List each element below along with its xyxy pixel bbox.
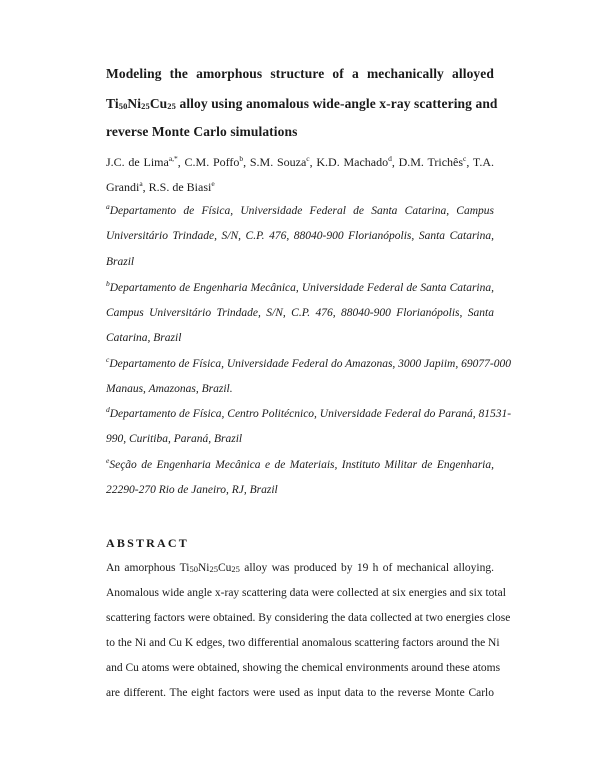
affiliation-c-line-1: $^c$Departamento de Física, Universidade Federal do Amazonas, 3000 Japiim, 69077-000 <box>106 355 511 370</box>
authors-line-1: J.C. de Lima$^{a,*}$, C.M. Poffo$^b$, S.M. Souza$^c$, K.D. Machado$^d$, D.M. Trichês$^c$, T.A. <box>106 154 495 169</box>
affiliation-c-line-2: Manaus, Amazonas, Brazil. <box>106 383 233 395</box>
abstract-line-4: to the Ni and Cu K edges, two differential anomalous scattering factors around the Ni <box>106 637 500 649</box>
abstract-line-5: and Cu atoms were obtained, showing the chemical environments around these atoms <box>106 662 501 674</box>
affiliation-d-line-2: 990, Curitiba, Paraná, Brazil <box>106 433 243 445</box>
abstract-heading: ABSTRACT <box>106 536 189 550</box>
title-line-3: reverse Monte Carlo simulations <box>106 124 298 139</box>
affiliation-e-line-1: $^e$Seção de Engenharia Mecânica e de Materiais, Instituto Militar de Engenharia, <box>106 456 494 471</box>
title-line-2: $Ti_{50}Ni_{25}Cu_{25}$ alloy using anomalous wide-angle x-ray scattering and <box>106 96 498 111</box>
affiliation-a-line-3: Brazil <box>106 256 135 268</box>
authors-line-2: Grandi$^a$, R.S. de Biasi$^e$ <box>106 179 215 194</box>
abstract-line-2: Anomalous wide angle x-ray scattering data were collected at six energies and six total <box>106 587 506 599</box>
affiliation-b-line-2: Campus Universitário Trindade, S/N, C.P. 476, 88040-900 Florianópolis, Santa <box>106 307 494 319</box>
abstract-line-3: scattering factors were obtained. By considering the data collected at two energies close <box>106 612 511 624</box>
affiliation-a-line-1: $^a$Departamento de Física, Universidade Federal de Santa Catarina, Campus <box>106 202 494 217</box>
affiliation-e-line-2: 22290-270 Rio de Janeiro, RJ, Brazil <box>106 484 278 496</box>
abstract-line-1: An amorphous $Ti_{50}Ni_{25}Cu_{25}$ alloy was produced by 19 h of mechanical alloying. <box>106 562 494 574</box>
title-line-1: Modeling the amorphous structure of a mechanically alloyed <box>106 66 494 81</box>
abstract-line-6: are different. The eight factors were used as input data to the reverse Monte Carlo <box>106 687 494 699</box>
affiliation-a-line-2: Universitário Trindade, S/N, C.P. 476, 88040-900 Florianópolis, Santa Catarina, <box>106 230 494 242</box>
affiliation-b-line-1: $^b$Departamento de Engenharia Mecânica, Universidade Federal de Santa Catarina, <box>106 279 494 294</box>
affiliation-d-line-1: $^d$Departamento de Física, Centro Politécnico, Universidade Federal do Paraná, 81531- <box>106 405 512 420</box>
affiliation-b-line-3: Catarina, Brazil <box>106 332 182 344</box>
